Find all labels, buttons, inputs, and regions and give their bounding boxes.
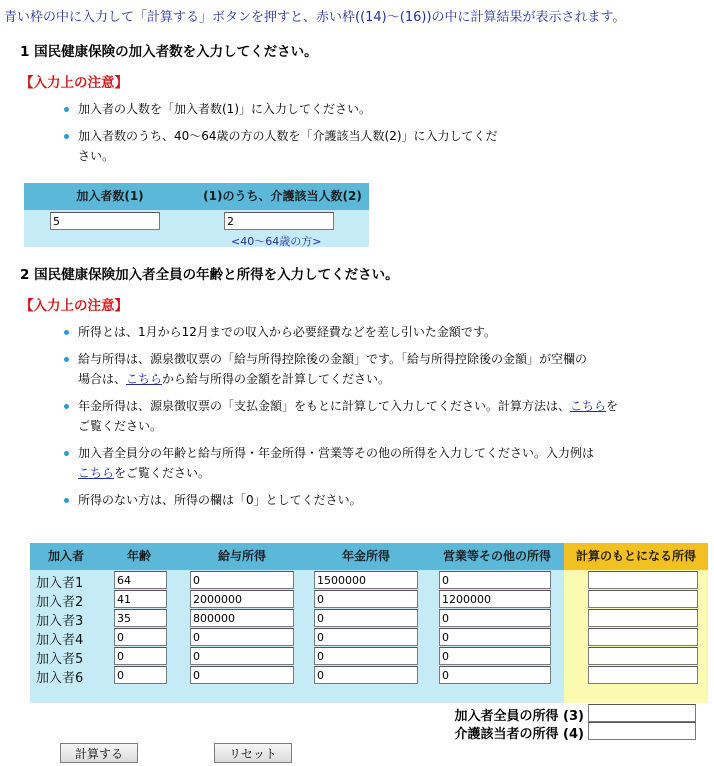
section1-caution: 【入力上の注意】	[20, 75, 128, 91]
section2-notes	[64, 322, 704, 517]
header-pension: 年金所得	[341, 549, 390, 563]
section1-notes	[64, 99, 534, 173]
header-member: 加入者	[47, 549, 84, 563]
section1-note-2: 加入者数のうち、40～64歳の方の人数を「介護該当人数(2)」に入力してくだ	[64, 126, 534, 146]
header-age: 年齢	[126, 549, 151, 563]
member-row-label-6: 加入者6	[36, 671, 84, 686]
basis-income-column	[564, 543, 708, 703]
section1-note-1: 加入者の人数を「加入者数(1)」に入力してください。	[64, 99, 534, 119]
section2-caution: 【入力上の注意】	[20, 298, 128, 314]
member-5-age-input[interactable]	[114, 647, 167, 665]
note-no-income: 所得のない方は、所得の欄は「0」としてください。	[78, 493, 362, 507]
care-count-input[interactable]	[224, 212, 334, 230]
reset-button[interactable]: リセット	[214, 743, 292, 763]
member-3-age-input[interactable]	[114, 609, 167, 627]
member-3-salary-input[interactable]	[190, 609, 294, 627]
total-care-output	[588, 722, 696, 740]
section2-title: 2 国民健康保険加入者全員の年齢と所得を入力してください。	[20, 267, 399, 283]
basis-header	[564, 543, 708, 570]
member-count-table	[24, 183, 369, 247]
input-example-link[interactable]: こちら	[78, 466, 115, 480]
member-1-pension-input[interactable]	[314, 571, 418, 589]
member-6-basis-output	[588, 666, 698, 684]
section2-note-1	[64, 322, 704, 342]
care-count-age-note: <40～64歳の方>	[231, 235, 322, 248]
member-count-input[interactable]	[50, 212, 160, 230]
section2-note-3	[64, 396, 704, 436]
member-row-label-2: 加入者2	[36, 595, 84, 610]
total-care-label: 介護該当者の所得 (4)	[454, 727, 584, 742]
member-5-basis-output	[588, 647, 698, 665]
member-row-label-3: 加入者3	[36, 614, 84, 629]
member-2-salary-input[interactable]	[190, 590, 294, 608]
member-1-other-input[interactable]	[439, 571, 551, 589]
income-table-header	[30, 543, 564, 570]
member-4-pension-input[interactable]	[314, 628, 418, 646]
member-2-pension-input[interactable]	[314, 590, 418, 608]
note-pension-text-b: を	[606, 399, 619, 413]
note-salary-text-b: 場合は、	[78, 372, 127, 386]
member-3-pension-input[interactable]	[314, 609, 418, 627]
note-salary-text-a: 給与所得は、源泉徴収票の「給与所得控除後の金額」です。「給与所得控除後の金額」が空欄の	[78, 352, 588, 366]
section2-note-2	[64, 349, 704, 389]
member-1-basis-output	[588, 571, 698, 589]
calculate-button[interactable]: 計算する	[60, 743, 138, 763]
member-row-label-4: 加入者4	[36, 633, 84, 648]
salary-calc-link[interactable]: こちら	[126, 372, 163, 386]
member-count-header-label: 加入者数(1)	[76, 189, 144, 203]
income-table	[30, 543, 564, 703]
note-example-text-b: をご覧ください。	[114, 466, 211, 480]
member-2-basis-output	[588, 590, 698, 608]
member-4-other-input[interactable]	[439, 628, 551, 646]
section1-note-2-cont: さい。	[78, 149, 115, 163]
pension-calc-link[interactable]: こちら	[570, 399, 607, 413]
member-count-header	[24, 183, 369, 210]
note-salary-text-c: から給与所得の金額を計算してください。	[162, 372, 391, 386]
member-row-label-5: 加入者5	[36, 652, 84, 667]
note-pension-text-c: ご覧ください。	[78, 419, 163, 433]
member-6-other-input[interactable]	[439, 666, 551, 684]
header-basis: 計算のもとになる所得	[575, 549, 696, 563]
member-5-salary-input[interactable]	[190, 647, 294, 665]
top-instruction: 青い枠の中に入力して「計算する」ボタンを押すと、赤い枠((14)～(16))の中に計算結果が表示されます。	[4, 10, 626, 25]
member-5-other-input[interactable]	[439, 647, 551, 665]
member-2-age-input[interactable]	[114, 590, 167, 608]
note-pension-text-a: 年金所得は、源泉徴収票の「支払金額」をもとに計算して入力してください。計算方法は、	[78, 399, 571, 413]
care-count-header-label: (1)のうち、介護該当人数(2)	[203, 189, 362, 203]
member-6-salary-input[interactable]	[190, 666, 294, 684]
header-salary: 給与所得	[217, 549, 266, 563]
note-example-text-a: 加入者全員分の年齢と給与所得・年金所得・営業等その他の所得を入力してください。入力例は	[78, 446, 595, 460]
member-1-salary-input[interactable]	[190, 571, 294, 589]
section2-note-5	[64, 490, 704, 510]
member-row-label-1: 加入者1	[36, 576, 84, 591]
section1-title: 1 国民健康保険の加入者数を入力してください。	[20, 44, 318, 60]
member-2-other-input[interactable]	[439, 590, 551, 608]
member-6-pension-input[interactable]	[314, 666, 418, 684]
member-4-basis-output	[588, 628, 698, 646]
member-1-age-input[interactable]	[114, 571, 167, 589]
member-3-other-input[interactable]	[439, 609, 551, 627]
member-5-pension-input[interactable]	[314, 647, 418, 665]
member-6-age-input[interactable]	[114, 666, 167, 684]
member-3-basis-output	[588, 609, 698, 627]
total-all-output	[588, 704, 696, 722]
member-4-age-input[interactable]	[114, 628, 167, 646]
total-all-label: 加入者全員の所得 (3)	[454, 709, 584, 724]
section2-note-4	[64, 443, 704, 483]
note-income-definition: 所得とは、1月から12月までの収入から必要経費などを差し引いた金額です。	[78, 325, 496, 339]
header-other: 営業等その他の所得	[442, 549, 551, 563]
member-4-salary-input[interactable]	[190, 628, 294, 646]
